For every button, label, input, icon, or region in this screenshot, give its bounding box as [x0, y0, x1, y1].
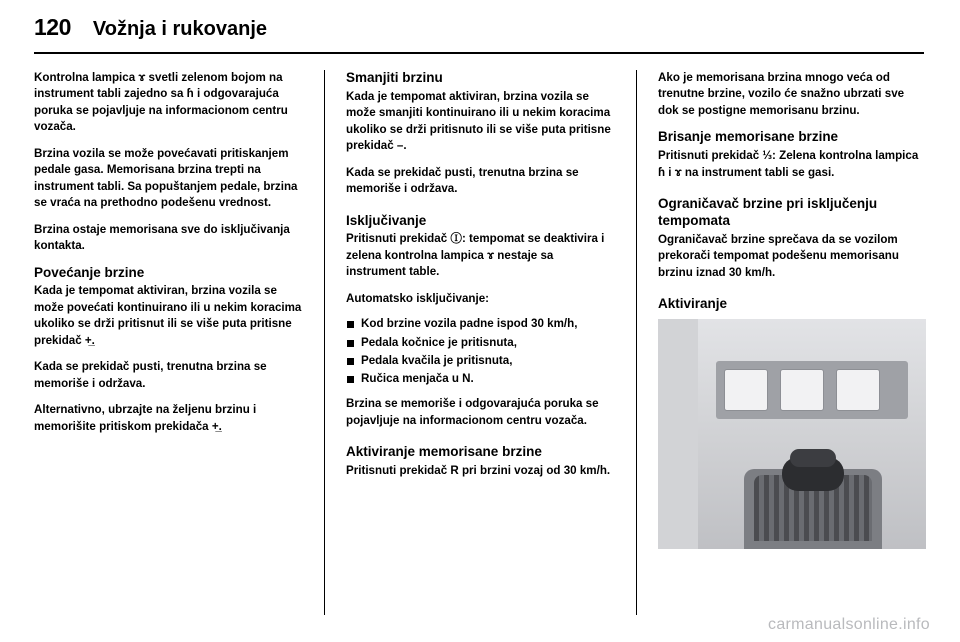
watermark: carmanualsonline.info [768, 616, 930, 633]
auto-switch-off-list [346, 316, 614, 387]
list-item: Pedala kočnice je pritisnuta, [346, 335, 614, 351]
column-3 [658, 70, 926, 615]
paragraph: Brzina ostaje memorisana sve do isključivanja kontakta. [34, 222, 290, 253]
list-item: Ručica menjača u N. [346, 371, 614, 387]
paragraph: Kada se prekidač pusti, trenutna brzina se memoriše i održava. [34, 360, 267, 390]
paragraph: Ako je memorisana brzina mnogo veća od trenutne brzine, vozilo će snažno ubrzati sve dok se postigne memorisanu brzinu. [658, 71, 905, 117]
section-heading-increase-speed: Povećanje brzine [34, 264, 145, 280]
paragraph: Ograničavač brzine sprečava da se vozilom prekorači tempomat podešenu memorisanu brzinu iznad 30 km/h. [658, 232, 899, 279]
section-heading-speed-limiter: Ograničavač brzine pri isključenju tempomata [658, 196, 878, 229]
paragraph: Kontrolna lampica ɤ svetli zelenom bojom na instrument tabli zajedno sa ɦ i odgovarajuća poruka se pojavljuje na informacionom centru vozača. [34, 71, 288, 134]
column-divider-1 [324, 70, 325, 615]
chapter-title: Vožnja i rukovanje [92, 18, 267, 40]
paragraph: Kada je tempomat aktiviran, brzina vozila se može povećati kontinuirano ili u nekim koracima ukoliko se drži pritisnut ili se više puta pritisne prekidač +̲. [34, 284, 302, 347]
paragraph: Pritisnuti prekidač Ⓘ: tempomat se deaktivira i zelena kontrolna lampica ɤ nestaje sa instrument table. [346, 232, 605, 279]
paragraph: Kada je tempomat aktiviran, brzina vozila se može smanjiti kontinuirano ili u nekim koracima ukoliko se drži pritisnuto ili se više puta pritisne prekidač –. [346, 89, 611, 153]
section-heading-switch-off: Isključivanje [346, 212, 427, 228]
photo-left-background [658, 319, 698, 549]
paragraph: Brzina vozila se može povećavati pritiskanjem pedale gasa. Memorisana brzina trepti na instrument tabli. Sa popuštanjem pedale, brzina se vraća na prethodno podešenu vrednost. [34, 146, 298, 210]
header-divider [34, 52, 924, 54]
page-header [34, 14, 924, 41]
page-number: 120 [34, 14, 71, 40]
paragraph: Pritisnuti prekidač R pri brzini vozaj od 30 km/h. [346, 463, 611, 477]
paragraph: Brzina se memoriše i odgovarajuća poruka se pojavljuje na informacionom centru vozača. [346, 397, 599, 427]
photo-button-1 [724, 369, 768, 411]
center-console-cruise-buttons-photo [658, 319, 926, 549]
column-1 [34, 70, 302, 615]
photo-button-3 [836, 369, 880, 411]
paragraph: Pritisnuti prekidač ⅓: Zelena kontrolna lampica ɦ i ɤ na instrument tabli se gasi. [658, 149, 919, 179]
section-heading-resume-speed: Aktiviranje memorisane brzine [346, 444, 542, 460]
paragraph: Automatsko isključivanje: [346, 291, 490, 305]
list-item: Kod brzine vozila padne ispod 30 km/h, [346, 316, 614, 332]
paragraph: Alternativno, ubrzajte na željenu brzinu i memorišite pritiskom prekidača +̲. [34, 403, 257, 433]
list-item: Pedala kvačila je pritisnuta, [346, 353, 614, 369]
column-2 [346, 70, 614, 615]
section-heading-delete-speed: Brisanje memorisane brzine [658, 129, 839, 145]
photo-button-2 [780, 369, 824, 411]
content-columns [34, 70, 926, 615]
photo-shifter-knob-top [790, 449, 836, 467]
paragraph: Kada se prekidač pusti, trenutna brzina se memoriše i održava. [346, 165, 579, 196]
section-heading-decrease-speed: Smanjiti brzinu [346, 70, 443, 85]
section-heading-activation: Aktiviranje [658, 296, 728, 312]
column-divider-2 [636, 70, 637, 615]
